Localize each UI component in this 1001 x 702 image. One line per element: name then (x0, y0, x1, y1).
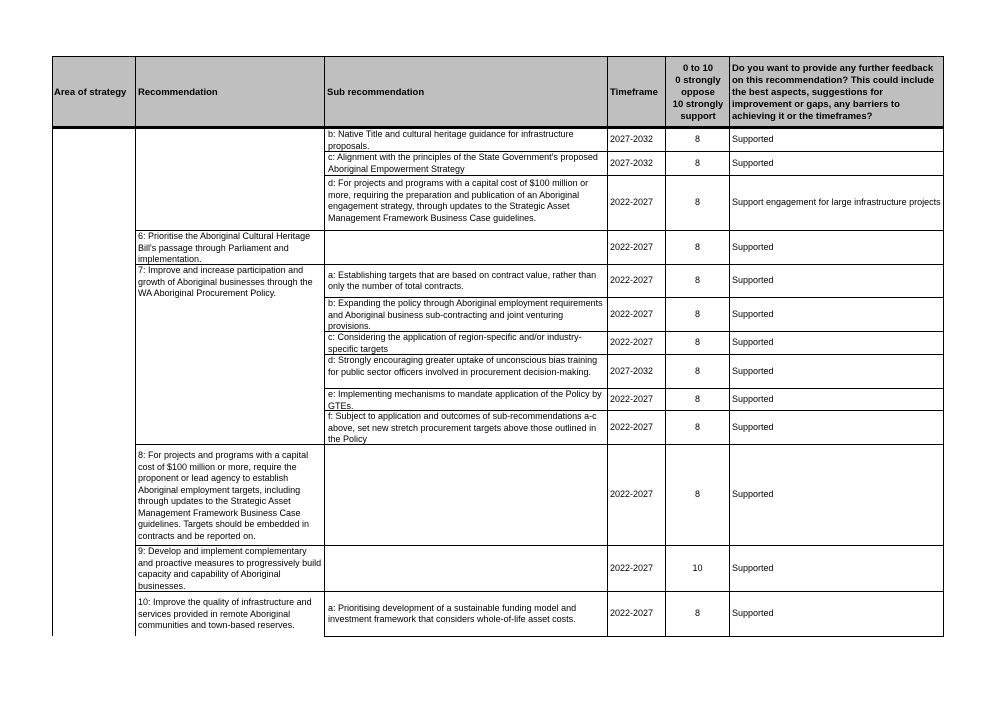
rating-cell: 8 (694, 134, 700, 145)
feedback-cell: Supported (732, 393, 774, 404)
sub-recommendation: c: Alignment with the principles of the State Government's proposed Aboriginal Empowerment Strategy (328, 152, 598, 174)
feedback-cell: Supported (732, 241, 774, 252)
sub-recommendation: c: Considering the application of region-specific and/or industry-specific targets (328, 332, 582, 354)
header-rating-line: 10 strongly (672, 99, 724, 110)
rating-cell: 8 (694, 365, 700, 376)
feedback-cell: Supported (732, 275, 774, 286)
header-rating-line: 0 strongly (675, 75, 721, 86)
feedback-cell: Supported (732, 157, 774, 168)
recommendation-9: 9: Develop and implement complementary and proactive measures to progressively build capacity and capability of Aboriginal businesses. (138, 546, 322, 591)
sub-recommendation: a: Prioritising development of a sustainable funding model and investment framework that considers whole-of-life asset costs. (328, 602, 577, 624)
rating-cell: 8 (694, 157, 700, 168)
recommendation-10: 10: Improve the quality of infrastructure and services provided in remote Aboriginal communities and town-based reserves. (138, 597, 312, 630)
feedback-cell: Supported (732, 421, 774, 432)
table-header-row (52, 56, 944, 129)
feedback-cell: Supported (732, 608, 774, 619)
timeframe-cell: 2022-2027 (610, 197, 654, 208)
timeframe-cell: 2022-2027 (610, 489, 654, 500)
sub-recommendation: f: Subject to application and outcomes of sub-recommendations a-c above, set new stretch procurement targets above those outlined in the Policy (328, 411, 597, 444)
sub-recommendation: d: For projects and programs with a capital cost of $100 million or more, requiring the preparation and publication of an Aboriginal engagement strategy, through updates to the Strategic Asset Management Framework Business Case guidelines. (328, 178, 589, 223)
timeframe-cell: 2022-2027 (610, 608, 654, 619)
sub-recommendation (326, 546, 607, 591)
header-rating-scale (666, 57, 730, 129)
feedback-cell: Support engagement for large infrastructure projects (732, 197, 941, 208)
sub-recommendation: e: Implementing mechanisms to mandate application of the Policy by GTEs. (328, 389, 602, 410)
sub-recommendation (326, 445, 607, 545)
timeframe-cell: 2022-2027 (610, 337, 654, 348)
rating-cell: 8 (694, 421, 700, 432)
timeframe-cell: 2027-2032 (610, 365, 654, 376)
feedback-cell: Supported (732, 337, 774, 348)
sub-recommendation: b: Expanding the policy through Aboriginal employment requirements and Aboriginal business sub-contracting and joint venturing provisions. (328, 298, 603, 331)
row-divider (324, 636, 944, 637)
rating-cell: 8 (694, 275, 700, 286)
header-further-feedback: Do you want to provide any further feedback on this recommendation? This could include the best aspects, suggestions for improvement or gaps, any barriers to achieving it or the timeframes? (732, 63, 935, 122)
rating-cell: 10 (692, 562, 703, 573)
timeframe-cell: 2027-2032 (610, 134, 654, 145)
header-rating-line: oppose (681, 87, 715, 98)
feedback-cell: Supported (732, 308, 774, 319)
sub-recommendation: b: Native Title and cultural heritage guidance for infrastructure proposals. (328, 129, 574, 151)
rating-cell: 8 (694, 197, 700, 208)
column-divider (943, 56, 944, 636)
feedback-cell: Supported (732, 365, 774, 376)
feedback-cell: Supported (732, 134, 774, 145)
header-rating-line: 0 to 10 (682, 63, 714, 74)
rating-cell: 8 (694, 489, 700, 500)
timeframe-cell: 2022-2027 (610, 241, 654, 252)
sub-recommendation: d: Strongly encouraging greater uptake of unconscious bias training for public sector officers involved in procurement decision-making. (328, 355, 598, 377)
timeframe-cell: 2022-2027 (610, 421, 654, 432)
header-timeframe: Timeframe (610, 87, 658, 98)
timeframe-cell: 2022-2027 (610, 275, 654, 286)
rating-cell: 8 (694, 608, 700, 619)
header-recommendation: Recommendation (138, 87, 218, 98)
sub-recommendation (326, 231, 607, 264)
column-divider (52, 56, 53, 636)
timeframe-cell: 2022-2027 (610, 562, 654, 573)
timeframe-cell: 2022-2027 (610, 393, 654, 404)
header-area-of-strategy: Area of strategy (54, 87, 127, 98)
recommendation-7: 7: Improve and increase participation and growth of Aboriginal businesses through the WA Aboriginal Procurement Policy. (138, 265, 313, 298)
timeframe-cell: 2022-2027 (610, 308, 654, 319)
header-sub-recommendation: Sub recommendation (327, 87, 425, 98)
rating-cell: 8 (694, 241, 700, 252)
header-rating-line: support (680, 111, 716, 122)
rating-cell: 8 (694, 393, 700, 404)
column-divider (324, 56, 325, 636)
feedback-cell: Supported (732, 562, 774, 573)
recommendation-6: 6: Prioritise the Aboriginal Cultural Heritage Bill's passage through Parliament and implementation. (138, 231, 311, 264)
feedback-cell: Supported (732, 489, 774, 500)
rating-cell: 8 (694, 308, 700, 319)
rating-cell: 8 (694, 337, 700, 348)
timeframe-cell: 2027-2032 (610, 157, 654, 168)
recommendation-8: 8: For projects and programs with a capital cost of $100 million or more, require the proponent or lead agency to establish Aboriginal employment targets, including through updates to the Strategic Asset Management Framework Business Case guidelines. Targets should be embedded in contracts and be reported on. (138, 450, 309, 541)
sub-recommendation: a: Establishing targets that are based on contract value, rather than only the number of total contracts. (328, 269, 597, 291)
